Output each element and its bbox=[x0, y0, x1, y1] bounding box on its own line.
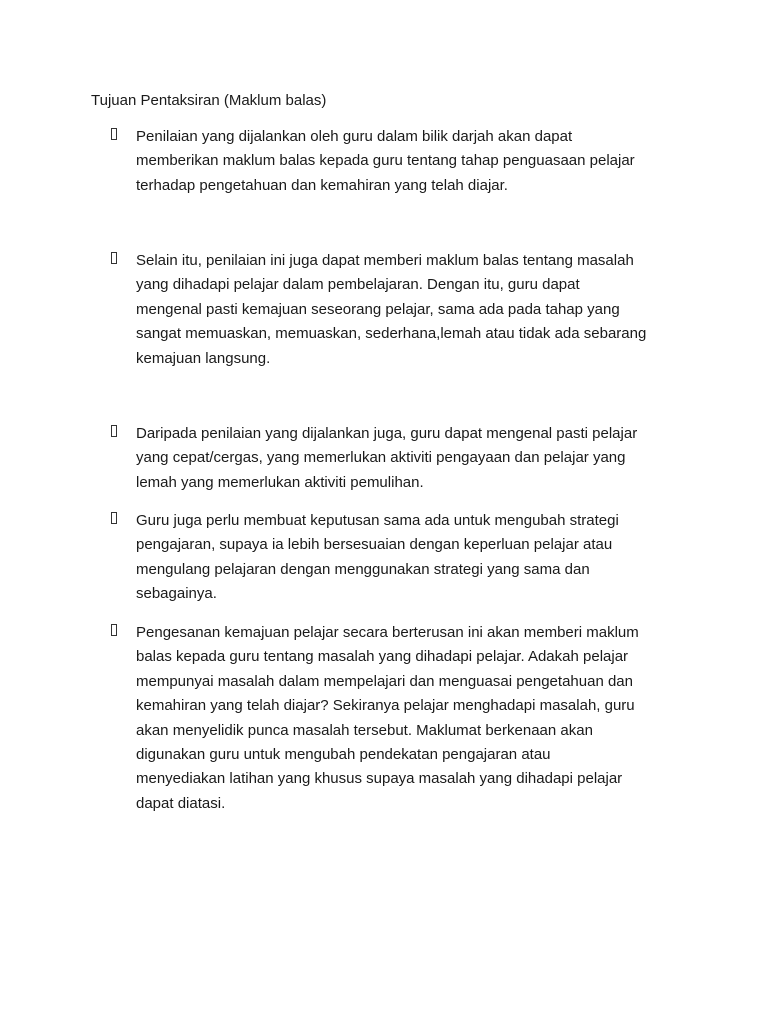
missing-glyph-box-icon bbox=[111, 624, 117, 636]
bullet-text: Daripada penilaian yang dijalankan juga, guru dapat mengenal pasti pelajar yang cepat/cergas, yang memerlukan aktiviti pengayaan dan pelajar yang lemah yang memerlukan aktiviti pemulihan. bbox=[136, 425, 638, 491]
missing-glyph-box-icon bbox=[111, 425, 117, 437]
bullet-text: Penilaian yang dijalankan oleh guru dalam bilik darjah akan dapat memberikan maklum balas kepada guru tentang tahap penguasaan pelajar terhadap pengetahuan dan kemahiran yang telah diajar. bbox=[136, 128, 635, 194]
missing-glyph-box-icon bbox=[111, 252, 117, 264]
missing-glyph-box-icon bbox=[111, 128, 117, 140]
document-title: Tujuan Pentaksiran (Maklum balas) bbox=[91, 92, 327, 109]
bullet-text: Selain itu, penilaian ini juga dapat memberi maklum balas tentang masalah yang dihadapi pelajar dalam pembelajaran. Dengan itu, guru dapat mengenal pasti kemajuan seseorang pelajar, sama ada pada tahap yang sangat memuaskan, memuaskan, sederhana,lemah atau tidak ada sebarang kemajuan langsung. bbox=[136, 252, 647, 367]
missing-glyph-box-icon bbox=[111, 512, 117, 524]
bullet-text: Guru juga perlu membuat keputusan sama ada untuk mengubah strategi pengajaran, supaya ia lebih bersesuaian dengan keperluan pelajar atau mengulang pelajaran dengan menggunakan strategi yang sama dan sebagainya. bbox=[136, 512, 619, 603]
bullet-text: Pengesanan kemajuan pelajar secara berterusan ini akan memberi maklum balas kepada guru tentang masalah yang dihadapi pelajar. Adakah pelajar mempunyai masalah dalam mempelajari dan menguasai pengetahuan dan kemahiran yang telah diajar? Sekiranya pelajar menghadapi masalah, guru akan menyelidik punca masalah tersebut. Maklumat berkenaan akan digunakan guru untuk mengubah pendekatan pengajaran atau menyediakan latihan yang khusus supaya masalah yang dihadapi pelajar dapat diatasi. bbox=[136, 624, 639, 812]
